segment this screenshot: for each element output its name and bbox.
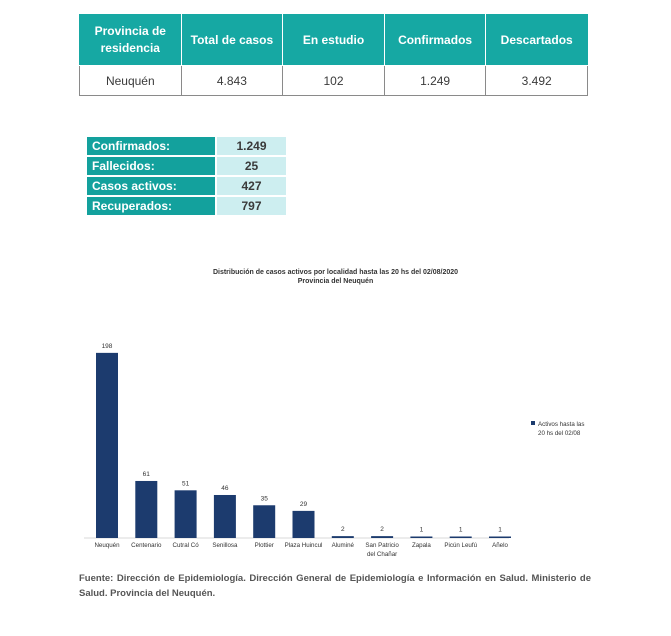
bar	[450, 537, 472, 539]
bar	[371, 536, 393, 538]
status-row-recuperados	[87, 197, 286, 215]
cell-total: 4.843	[181, 66, 283, 96]
bar	[253, 505, 275, 538]
data-label: 29	[299, 500, 308, 508]
data-label: 2	[380, 526, 384, 534]
footer-note: Fuente: Dirección de Epidemiología. Dirección General de Epidemiología e Información en Salud. Ministerio de Salud. Provincia del Neuquén.	[79, 573, 591, 599]
header-descartados: Descartados	[486, 15, 588, 66]
category-label: Zapala	[411, 542, 431, 549]
bar	[96, 353, 118, 538]
status-value: 1.249	[217, 137, 286, 155]
bar-chart	[84, 262, 594, 562]
chart-title: Distribución de casos activos por localidad hasta las 20 hs del 02/08/2020	[212, 269, 459, 276]
data-label: 198	[101, 342, 113, 350]
status-label: Fallecidos:	[87, 157, 217, 175]
category-label: Cutral Có	[172, 542, 199, 549]
header-provincia: Provincia de residencia	[80, 15, 182, 66]
category-label: Aluminé	[331, 542, 354, 549]
bar	[332, 536, 354, 538]
cell-en-estudio: 102	[283, 66, 385, 96]
category-label: Picún Leufú	[444, 542, 478, 549]
category-label: Centenario	[131, 542, 162, 549]
data-label: 1	[498, 526, 502, 534]
category-label: San Patricio	[365, 542, 399, 549]
status-label: Confirmados:	[87, 137, 217, 155]
data-label: 35	[260, 495, 268, 503]
header-total: Total de casos	[181, 15, 283, 66]
status-row-fallecidos	[87, 157, 286, 175]
data-label: 1	[458, 526, 463, 534]
data-label: 1	[419, 526, 424, 534]
status-value: 427	[217, 177, 286, 195]
legend-label: 20 hs del 02/08	[538, 430, 581, 437]
legend-label: Activos hasta las	[538, 421, 585, 428]
cell-confirmados: 1.249	[384, 66, 486, 96]
status-value: 797	[217, 197, 286, 215]
data-label: 61	[142, 470, 150, 478]
summary-header-row	[80, 15, 588, 66]
category-label: Plottier	[254, 542, 274, 549]
bar	[489, 537, 511, 539]
bar	[135, 481, 157, 538]
data-label: 46	[221, 484, 229, 492]
category-label: del Chañar	[366, 551, 398, 558]
bar	[175, 490, 197, 538]
bar	[410, 537, 432, 539]
bar	[293, 511, 315, 538]
status-label: Recuperados:	[87, 197, 217, 215]
category-label: Neuquén	[94, 542, 120, 549]
cell-provincia: Neuquén	[80, 66, 182, 96]
bar	[214, 495, 236, 538]
status-row-casos-activos	[87, 177, 286, 195]
status-table	[87, 135, 286, 217]
category-label: Plaza Huincul	[284, 542, 323, 549]
summary-table	[79, 14, 588, 96]
category-label: Añelo	[492, 542, 508, 549]
summary-data-row	[80, 66, 588, 96]
data-label: 2	[340, 526, 345, 534]
data-label: 51	[181, 480, 190, 488]
cell-descartados: 3.492	[486, 66, 588, 96]
category-label: Senillosa	[212, 542, 238, 549]
header-confirmados: Confirmados	[384, 15, 486, 66]
status-value: 25	[217, 157, 286, 175]
status-label: Casos activos:	[87, 177, 217, 195]
status-row-confirmados	[87, 137, 286, 155]
legend-swatch	[531, 421, 535, 425]
header-en-estudio: En estudio	[283, 15, 385, 66]
chart-subtitle: Provincia del Neuquén	[297, 278, 374, 285]
chart-svg	[84, 262, 594, 562]
